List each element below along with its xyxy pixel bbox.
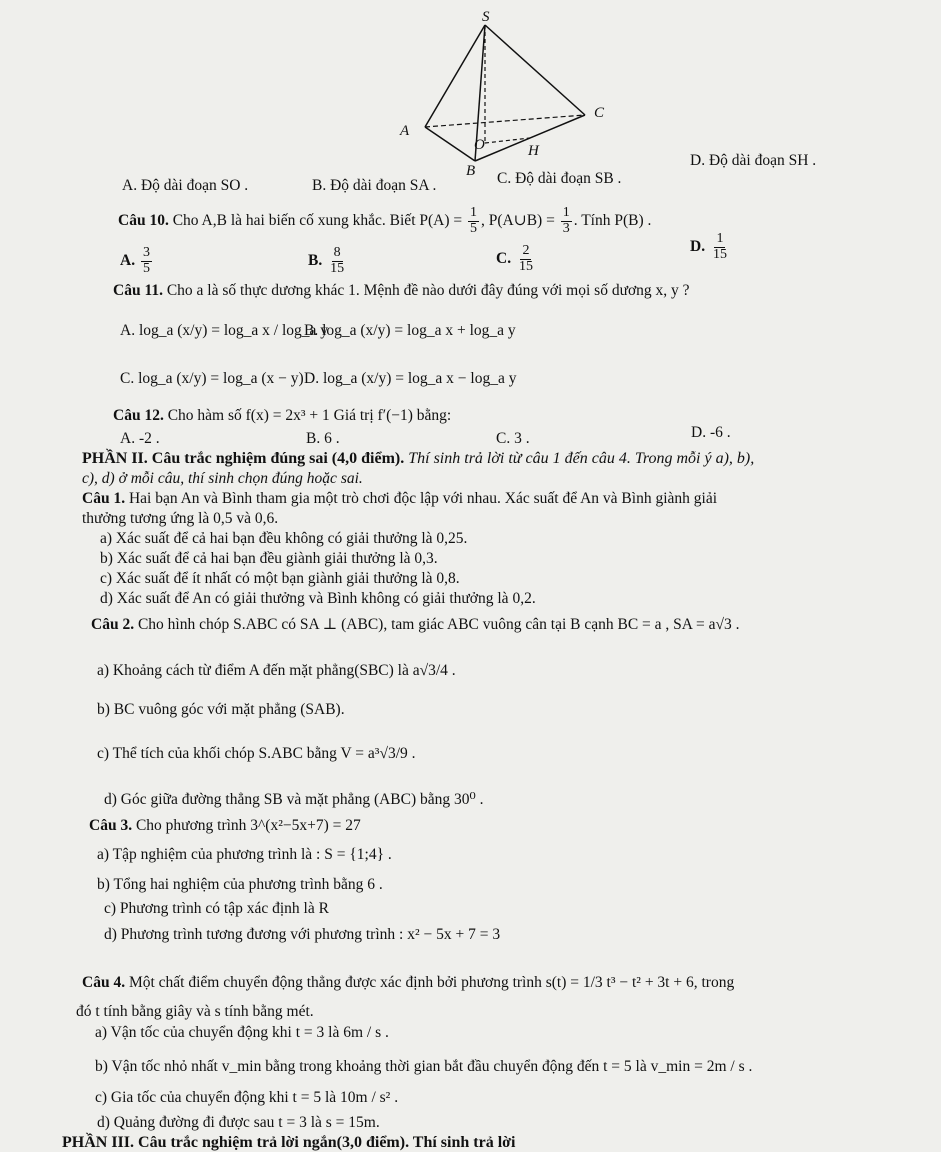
c1-d: d) Xác suất để An có giải thưởng và Bình không có giải thưởng là 0,2.: [100, 590, 536, 607]
c4-stem2: đó t tính bằng giây và s tính bằng mét.: [76, 1003, 314, 1020]
label-O: O: [474, 137, 485, 153]
c3-b: b) Tổng hai nghiệm của phương trình bằng 6 .: [97, 876, 383, 893]
q11-option-c: C. log_a (x/y) = log_a (x − y): [120, 370, 304, 387]
c2-stem: Câu 2. Cho hình chóp S.ABC có SA ⊥ (ABC), tam giác ABC vuông cân tại B cạnh BC = a , SA = a√3 .: [91, 616, 740, 633]
frac-pa: $\frac{1}{5}$: [470, 205, 477, 236]
c3-c: c) Phương trình có tập xác định là R: [104, 900, 329, 917]
c3-stem: Câu 3. Cho phương trình 3^(x²−5x+7) = 27: [89, 817, 361, 834]
q9-option-a: A. Độ dài đoạn SO .: [122, 177, 249, 194]
c4-c: c) Gia tốc của chuyển động khi t = 5 là 10m / s² .: [95, 1089, 399, 1106]
c3-d: d) Phương trình tương đương với phương trình : x² − 5x + 7 = 3: [104, 926, 501, 943]
q10-option-b: B. $\frac{8}{15}$: [308, 245, 345, 276]
c3-a: a) Tập nghiệm của phương trình là : S = {1;4} .: [97, 846, 392, 863]
c4-stem1: Câu 4. Một chất điểm chuyển động thẳng được xác định bởi phương trình s(t) = 1/3 t³ − t² + 3t + 6, trong: [82, 974, 735, 991]
q12-option-a: A. -2 .: [120, 430, 160, 447]
q10-stem-mid: , P(A∪B) =: [481, 211, 555, 229]
part3-header: PHẦN III. Câu trắc nghiệm trả lời ngắn(3,0 điểm). Thí sinh trả lời: [62, 1134, 516, 1151]
q12-option-d: D. -6 .: [691, 424, 731, 441]
q11-option-b: B. log_a (x/y) = log_a x + log_a y: [304, 322, 516, 339]
label-B: B: [466, 163, 476, 175]
q12-option-c: C. 3 .: [496, 430, 530, 447]
label-A: A: [400, 123, 410, 139]
q10-stem-pre: Cho A,B là hai biến cố xung khắc. Biết P(A) =: [172, 211, 463, 229]
label-C: C: [594, 105, 605, 121]
q10-stem-post: . Tính P(B) .: [573, 211, 652, 229]
q10-head: Câu 10.: [118, 211, 169, 229]
part2-intro2: c), d) ở mỗi câu, thí sinh chọn đúng hoặc sai.: [82, 470, 363, 487]
label-S: S: [482, 9, 490, 25]
q10-option-c: C. $\frac{2}{15}$: [496, 243, 533, 274]
c4-b: b) Vận tốc nhỏ nhất v_min bằng trong khoảng thời gian bắt đầu chuyển động đến t = 5 là v_min = 2m / s .: [95, 1058, 753, 1075]
q12-option-b: B. 6 .: [306, 430, 340, 447]
c4-a: a) Vận tốc của chuyển động khi t = 3 là 6m / s .: [95, 1024, 389, 1041]
q11-option-d: D. log_a (x/y) = log_a x − log_a y: [304, 370, 517, 387]
part2-header: PHẦN II. Câu trắc nghiệm đúng sai (4,0 điểm). Thí sinh trả lời từ câu 1 đến câu 4. Trong mỗi ý a), b),: [82, 450, 755, 467]
c4-d: d) Quảng đường đi được sau t = 3 là s = 15m.: [97, 1114, 380, 1131]
c2-c: c) Thể tích của khối chóp S.ABC bằng V = a³√3/9 .: [97, 745, 416, 762]
q10-option-d: D. $\frac{1}{15}$: [690, 231, 727, 262]
q12-stem: Câu 12. Cho hàm số f(x) = 2x³ + 1 Giá trị f′(−1) bằng:: [113, 407, 452, 424]
q11-option-a: A. log_a (x/y) = log_a x / log_a y: [120, 322, 329, 339]
c1-b: b) Xác suất để cả hai bạn đều giành giải thưởng là 0,3.: [100, 550, 438, 567]
q9-option-d: D. Độ dài đoạn SH .: [690, 152, 817, 169]
frac-pab: $\frac{1}{3}$: [562, 205, 570, 236]
c2-b: b) BC vuông góc với mặt phẳng (SAB).: [97, 701, 345, 718]
c1-a: a) Xác suất để cả hai bạn đều không có giải thưởng là 0,25.: [100, 530, 468, 547]
c1-stem1: Câu 1. Hai bạn An và Bình tham gia một trò chơi độc lập với nhau. Xác suất để An và Bình giành giải: [82, 490, 718, 507]
q10-option-a: A. $\frac{3}{5}$: [120, 245, 150, 276]
q9-option-c: C. Độ dài đoạn SB .: [497, 170, 622, 187]
q10-stem: [118, 206, 651, 236]
label-H: H: [528, 143, 539, 159]
c1-c: c) Xác suất để ít nhất có một bạn giành giải thưởng là 0,8.: [100, 570, 460, 587]
q9-option-b: B. Độ dài đoạn SA .: [312, 177, 437, 194]
c2-a: a) Khoảng cách từ điểm A đến mặt phẳng(SBC) là a√3/4 .: [97, 662, 456, 679]
q11-stem: Câu 11. Cho a là số thực dương khác 1. Mệnh đề nào dưới đây đúng với mọi số dương x, y ?: [113, 282, 690, 299]
pyramid-figure: [380, 5, 620, 175]
c1-stem2: thưởng tương ứng là 0,5 và 0,6.: [82, 510, 279, 527]
c2-d: d) Góc giữa đường thẳng SB và mặt phẳng (ABC) bằng 30⁰ .: [104, 791, 484, 808]
